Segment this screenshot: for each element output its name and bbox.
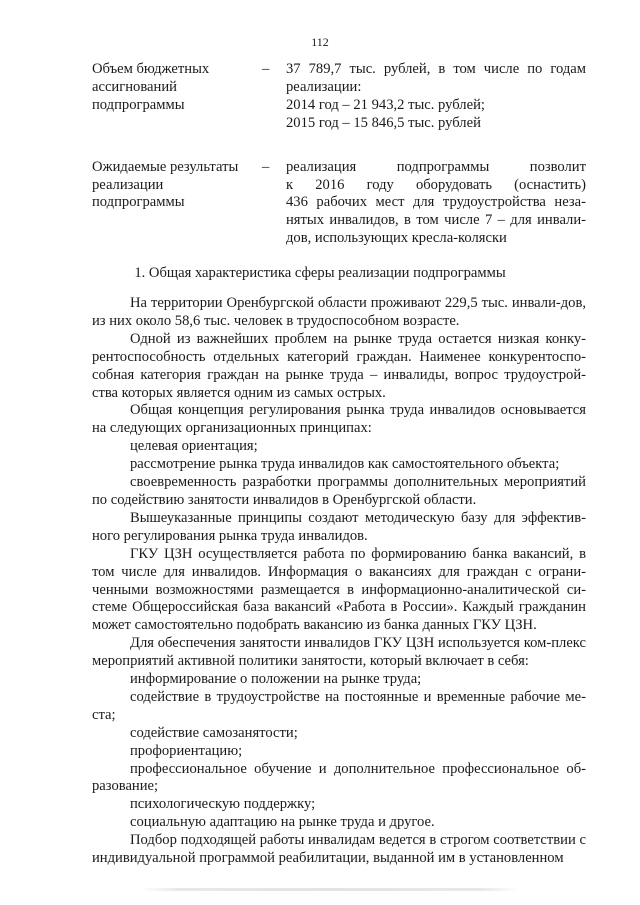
passport-dash: – (262, 158, 270, 175)
scan-artifact (140, 888, 520, 891)
section-heading: 1. Общая характеристика сферы реализации подпрограммы (134, 265, 506, 281)
value-line: 436 рабочих мест для трудоустройства неза- (286, 194, 586, 211)
value-line: 2014 год – 21 943,2 тыс. рублей; (286, 96, 485, 113)
passport-label (92, 61, 262, 133)
value-line: 37 789,7 тыс. рублей, в том числе по годам (286, 61, 586, 77)
list-item: профориентацию; (130, 742, 243, 759)
value-line: реализации: (286, 78, 362, 95)
list-item: профессиональное обучение и дополнительное профессиональное об-разование; (92, 760, 586, 795)
passport-value (286, 159, 586, 249)
passport-value (286, 61, 586, 133)
page-number: 112 (311, 35, 329, 49)
list-item: рассмотрение рынка труда инвалидов как самостоятельного объекта; (130, 456, 560, 473)
label-line: Ожидаемые результаты (92, 158, 239, 175)
list-item: психологическую поддержку; (130, 796, 316, 813)
body-text (92, 295, 586, 868)
list-item: содействие в трудоустройстве на постоянные и временные рабочие ме-ста; (92, 688, 586, 723)
paragraph: ГКУ ЦЗН осуществляется работа по формированию банка вакансий, в том числе для инвалидов. Информация о вакансиях для граждан с ограни-ченными возможностями размещается в информационно-аналитической си-стеме Общероссийская база вакансий «Работа в России». Каждый гражданин может самостоятельно подобрать вакансию из банка данных ГКУ ЦЗН. (92, 545, 586, 634)
label-line: Объем бюджетных (92, 61, 210, 77)
passport-table (92, 61, 586, 248)
passport-row-budget (92, 61, 586, 133)
list-item: своевременность разработки программы дополнительных мероприятий по содействию занятости инвалидов в Оренбургской области. (92, 474, 586, 508)
label-line: реализации (92, 176, 164, 193)
value-line: нятых инвалидов, в том числе 7 – для инвали- (286, 212, 586, 229)
paragraph: На территории Оренбургской области проживают 229,5 тыс. инвали-дов, из них около 58,6 тыс. человек в трудоспособном возрасте. (92, 295, 586, 329)
value-line: реализация подпрограммы позволит (286, 158, 586, 175)
list-item: содействие самозанятости; (130, 724, 298, 741)
paragraph: Вышеуказанные принципы создают методическую базу для эффектив-ного регулирования рынка труда инвалидов. (92, 509, 586, 544)
passport-row-results (92, 159, 586, 249)
list-item: целевая ориентация; (130, 438, 258, 455)
value-line: к 2016 году оборудовать (оснастить) (286, 176, 586, 193)
value-line: дов, использующих кресла-коляски (286, 230, 507, 247)
paragraph: Одной из важнейших проблем на рынке труда остается низкая конку-рентоспособность отдельных категорий граждан. Наименее конкурентоспо-собная категория граждан на рынке труда – инвалиды, вопрос трудоустрой-ства которых является одним из самых острых. (92, 330, 586, 401)
passport-dash: – (262, 61, 270, 77)
label-line: подпрограммы (92, 96, 185, 113)
paragraph: Для обеспечения занятости инвалидов ГКУ ЦЗН используется ком-плекс мероприятий активной политики занятости, который включает в себя: (92, 635, 586, 670)
list-item: социальную адаптацию на рынке труда и другое. (130, 814, 435, 831)
paragraph: Подбор подходящей работы инвалидам ведется в строгом соответствии с индивидуальной программой реабилитации, выданной им в установленном (92, 832, 586, 867)
label-line: ассигнований (92, 78, 177, 95)
value-line: 2015 год – 15 846,5 тыс. рублей (286, 114, 481, 131)
list-item: информирование о положении на рынке труда; (130, 671, 422, 688)
label-line: подпрограммы (92, 194, 185, 211)
passport-label (92, 159, 262, 249)
paragraph: Общая концепция регулирования рынка труда инвалидов основывается на следующих организационных принципах: (92, 402, 586, 437)
